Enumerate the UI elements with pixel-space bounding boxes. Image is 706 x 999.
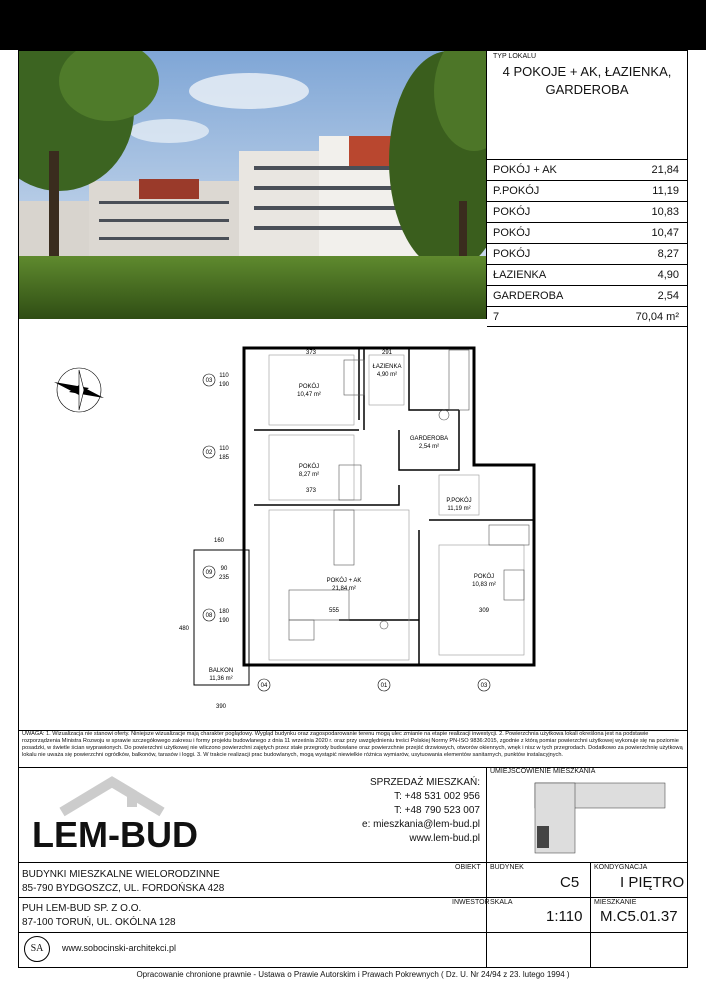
window-tag-09: 09 bbox=[205, 570, 213, 576]
room-label-pokoj-3: POKÓJ bbox=[473, 574, 495, 580]
room-area: 70,04 m² bbox=[635, 310, 679, 323]
room-label-pokoj-2: POKÓJ bbox=[298, 464, 320, 470]
svg-text:390: 390 bbox=[215, 704, 227, 710]
sales-contact bbox=[330, 776, 480, 846]
window-tag-02: 02 bbox=[205, 450, 213, 456]
window-tag-04: 04 bbox=[260, 683, 268, 689]
type-label: TYP LOKALU bbox=[493, 53, 537, 60]
apartment-info-panel bbox=[486, 51, 687, 323]
room-name: GARDEROBA bbox=[493, 290, 564, 302]
room-area: 11,19 bbox=[652, 185, 679, 197]
room-row bbox=[487, 285, 687, 306]
room-row bbox=[487, 243, 687, 264]
svg-text:235: 235 bbox=[218, 575, 230, 581]
svg-text:291: 291 bbox=[381, 350, 393, 356]
svg-text:10,47 m²: 10,47 m² bbox=[297, 392, 321, 398]
svg-text:190: 190 bbox=[218, 382, 230, 388]
disclaimer-notes: UWAGA: 1. Wizualizacja nie stanowi oferty. Niniejsze wizualizacje mają charakter poglądowy. Wygląd budynku oraz zagospodarowanie terenu mogą ulec zmianie na etapie realizacji inwestycji. 2. Powierzchnia użytkowa lokali określona jest na podstawie rozporządzenia Ministra Rozwoju w sprawie szczegółowego zakresu i formy projektu budowlanego z dnia 11 września 2020 r. oraz przy uwzględnieniu treści Polskiej Normy PN-ISO 9836:2015, zgodnie z którą pomiar powierzchni użytkowej wykonuje się na poziomie posadzki, w świetle ścian wyprawionych. Do powierzchni użytkowej nie wliczono powierzchni zajętych przez stałe przegrody budowlane oraz powierzchnie przejść drzwiowych, otworów okiennych, wnęk i nisz w tych przegrodach. Dodatkowo za powierzchnię użytkową lokalu nie uważa się powierzchni ogródków, balkonów, tarasów i loggi. 3. W trakcie realizacji prac budowlanych, mogą wystąpić niewielkie różnica wymiarów, usytuowania elementów sanitarnych, punktów instalacyjnych. bbox=[22, 731, 683, 758]
room-label-przedpokoj: P.POKÓJ bbox=[446, 498, 472, 504]
sales-email[interactable]: e: mieszkania@lem-bud.pl bbox=[362, 819, 480, 830]
svg-text:110: 110 bbox=[219, 373, 229, 379]
room-name: POKÓJ + AK bbox=[493, 164, 557, 176]
room-name: P.POKÓJ bbox=[493, 185, 540, 197]
room-label-pokoj-ak: POKÓJ + AK bbox=[326, 578, 362, 584]
room-label-pokoj-1: POKÓJ bbox=[298, 384, 320, 390]
window-tag-01: 01 bbox=[380, 683, 388, 689]
location-label: UMIEJSCOWIENIE MIESZKANIA bbox=[490, 768, 596, 775]
room-area: 2,54 bbox=[657, 290, 679, 302]
mieszkanie-value: M.C5.01.37 bbox=[600, 908, 678, 925]
sales-title: SPRZEDAŻ MIESZKAŃ: bbox=[369, 777, 480, 788]
room-area-table bbox=[487, 159, 687, 327]
sales-phone-1[interactable]: T: +48 531 002 956 bbox=[394, 791, 480, 802]
north-arrow-icon bbox=[54, 368, 104, 412]
svg-text:110: 110 bbox=[219, 446, 229, 452]
svg-text:180: 180 bbox=[218, 609, 230, 615]
mieszkanie-label: MIESZKANIE bbox=[594, 899, 637, 906]
svg-text:555: 555 bbox=[328, 608, 340, 614]
room-row bbox=[487, 264, 687, 285]
window-tag-03b: 03 bbox=[480, 683, 488, 689]
top-bar bbox=[0, 0, 706, 50]
window-tag-03: 03 bbox=[205, 378, 213, 384]
budynek-label: BUDYNEK bbox=[490, 864, 524, 871]
obiekt-value: BUDYNKI MIESZKALNE WIELORODZINNE 85-790 BYDGOSZCZ, UL. FORDOŃSKA 428 bbox=[22, 869, 225, 894]
skala-label: SKALA bbox=[490, 899, 513, 906]
obiekt-label: OBIEKT bbox=[455, 864, 481, 871]
svg-text:373: 373 bbox=[305, 488, 317, 494]
room-label-garderoba: GARDEROBA bbox=[409, 436, 449, 442]
room-name: POKÓJ bbox=[493, 248, 531, 260]
svg-text:21,84 m²: 21,84 m² bbox=[332, 586, 356, 592]
copyright-footer: Opracowanie chronione prawnie - Ustawa o Prawie Autorskim i Prawach Pokrewnych ( Dz. U. Nr 24/94 z 23. lutego 1994 ) bbox=[136, 970, 570, 979]
svg-text:160: 160 bbox=[213, 538, 225, 544]
kondygnacja-value: I PIĘTRO bbox=[620, 874, 685, 891]
room-name: POKÓJ bbox=[493, 227, 531, 239]
svg-text:190: 190 bbox=[218, 618, 230, 624]
svg-text:10,83 m²: 10,83 m² bbox=[472, 582, 496, 588]
room-area: 21,84 bbox=[651, 164, 679, 176]
location-minimap bbox=[525, 778, 675, 858]
svg-text:480: 480 bbox=[178, 626, 190, 632]
sales-phone-2[interactable]: T: +48 790 523 007 bbox=[394, 805, 480, 816]
architect-url[interactable]: www.sobocinski-architekci.pl bbox=[62, 943, 177, 953]
room-row bbox=[487, 159, 687, 180]
inwestor-value: PUH LEM-BUD SP. Z O.O. 87-100 TORUŃ, UL. OKÓLNA 128 bbox=[22, 903, 176, 928]
svg-text:8,27 m²: 8,27 m² bbox=[298, 472, 320, 478]
room-label-balkon: BALKON bbox=[208, 668, 234, 674]
window-tag-08: 08 bbox=[205, 613, 213, 619]
room-area: 10,47 bbox=[651, 227, 679, 239]
svg-text:11,19 m²: 11,19 m² bbox=[447, 506, 471, 512]
svg-text:4,90 m²: 4,90 m² bbox=[376, 372, 398, 378]
room-name: 7 bbox=[493, 310, 500, 323]
budynek-value: C5 bbox=[560, 874, 580, 891]
svg-text:11,36 m²: 11,36 m² bbox=[209, 676, 233, 682]
sales-website[interactable]: www.lem-bud.pl bbox=[409, 833, 480, 844]
room-row bbox=[487, 222, 687, 243]
building-visualization bbox=[19, 51, 486, 319]
floor-plan bbox=[19, 320, 687, 730]
lem-bud-logo bbox=[22, 772, 222, 852]
skala-value: 1:110 bbox=[546, 908, 583, 925]
svg-text:185: 185 bbox=[218, 455, 230, 461]
room-row bbox=[487, 201, 687, 222]
room-area: 10,83 bbox=[651, 206, 679, 218]
svg-text:309: 309 bbox=[478, 608, 490, 614]
room-area: 4,90 bbox=[657, 269, 679, 281]
kondygnacja-label: KONDYGNACJA bbox=[594, 864, 648, 871]
architect-badge: SA bbox=[24, 936, 50, 962]
room-row bbox=[487, 180, 687, 201]
room-name: ŁAZIENKA bbox=[493, 269, 547, 281]
svg-text:2,54 m²: 2,54 m² bbox=[418, 444, 440, 450]
room-name: POKÓJ bbox=[493, 206, 531, 218]
svg-text:LEM-BUD: LEM-BUD bbox=[32, 814, 198, 852]
inwestor-label: INWESTOR bbox=[452, 899, 490, 906]
room-label-lazienka: ŁAZIENKA bbox=[372, 364, 402, 370]
svg-text:90: 90 bbox=[220, 566, 228, 572]
room-area: 8,27 bbox=[657, 248, 679, 260]
svg-text:373: 373 bbox=[305, 350, 317, 356]
type-value: 4 POKOJE + AK, ŁAZIENKA, GARDEROBA bbox=[502, 64, 672, 97]
